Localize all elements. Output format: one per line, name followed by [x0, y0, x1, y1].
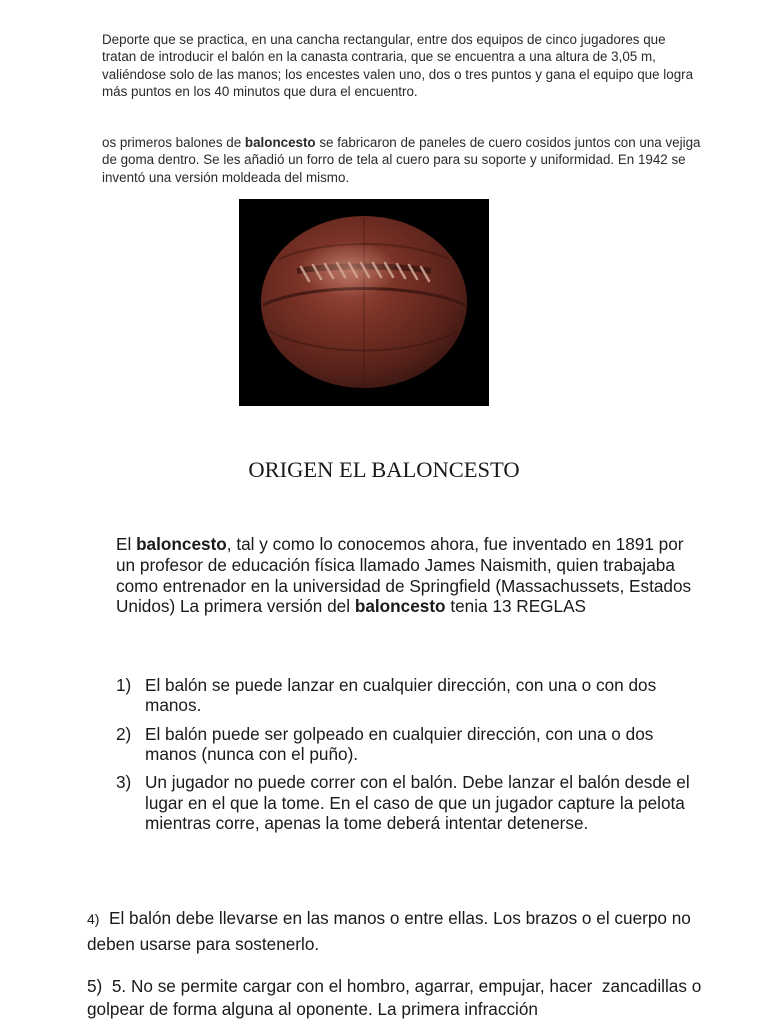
rule-4-text: El balón debe llevarse en las manos o entre ellas. Los brazos o el cuerpo no deben usarse para sostenerlo. [87, 908, 696, 954]
rule-5-number: 5) [87, 976, 103, 996]
section-title: ORIGEN EL BALONCESTO [248, 457, 520, 482]
rule-5-paragraph [87, 975, 747, 1022]
intro-paragraph [102, 31, 702, 100]
rules-list [116, 675, 696, 841]
rule-5-text: 5. No se permite cargar con el hombro, agarrar, empujar, hacer zancadillas o golpear de forma alguna al oponente. La primera infracción [87, 976, 707, 1020]
rule-text: El balón puede ser golpeado en cualquier dirección, con una o dos manos (nunca con el puño). [145, 723, 654, 765]
rule-number: 3) [116, 772, 132, 793]
balls-paragraph [102, 134, 702, 186]
rule-item [116, 772, 696, 833]
rule-4-paragraph [87, 906, 727, 956]
origin-bold-2: baloncesto [354, 596, 446, 617]
rule-item [116, 675, 696, 716]
intro-text: Deporte que se practica, en una cancha rectangular, entre dos equipos de cinco jugadores que tratan de introducir el balón en la canasta contraria, que se encuentra a una altura de 3,05 m, valiéndose solo de las manos; los encestes valen uno, dos o tres puntos y gana el equipo que logra más puntos en los 40 minutos que dura el encuentro. [102, 32, 694, 99]
rule-4-number: 4) [87, 911, 100, 927]
vintage-basketball-image [239, 199, 489, 406]
rule-number: 1) [116, 675, 132, 695]
leather-ball-illustration [239, 199, 489, 406]
origin-bold-1: baloncesto [136, 534, 227, 554]
origin-text-2: , tal y como lo conocemos ahora, fue inventado en 1891 por un profesor de educación física llamado James Naismith, quien trabajaba como entrenador en la universidad de Springfield (Massachussets, Estados Unidos) La primera versión del [116, 534, 692, 617]
balls-text-end: se fabricaron de paneles de cuero cosidos juntos con una vejiga de goma dentro. Se les añadió un forro de tela al cuero para su soporte y uniformidad. En 1942 se inventó una versión moldeada del mismo. [102, 135, 701, 185]
balls-bold-word: baloncesto [244, 135, 316, 150]
origin-text-3: tenia 13 REGLAS [445, 596, 587, 617]
rule-text: Un jugador no puede correr con el balón. Debe lanzar el balón desde el lugar en el que la tome. En el caso de que un jugador capture la pelota mientras corre, apenas la tome deberá intentar detenerse. [145, 772, 690, 834]
rule-text: El balón se puede lanzar en cualquier dirección, con una o con dos manos. [145, 675, 657, 716]
origin-paragraph [116, 534, 706, 617]
rule-item [116, 724, 696, 765]
balls-text-start: os primeros balones de [102, 135, 245, 150]
rule-number: 2) [116, 723, 132, 744]
origin-text-1: El [116, 534, 137, 554]
